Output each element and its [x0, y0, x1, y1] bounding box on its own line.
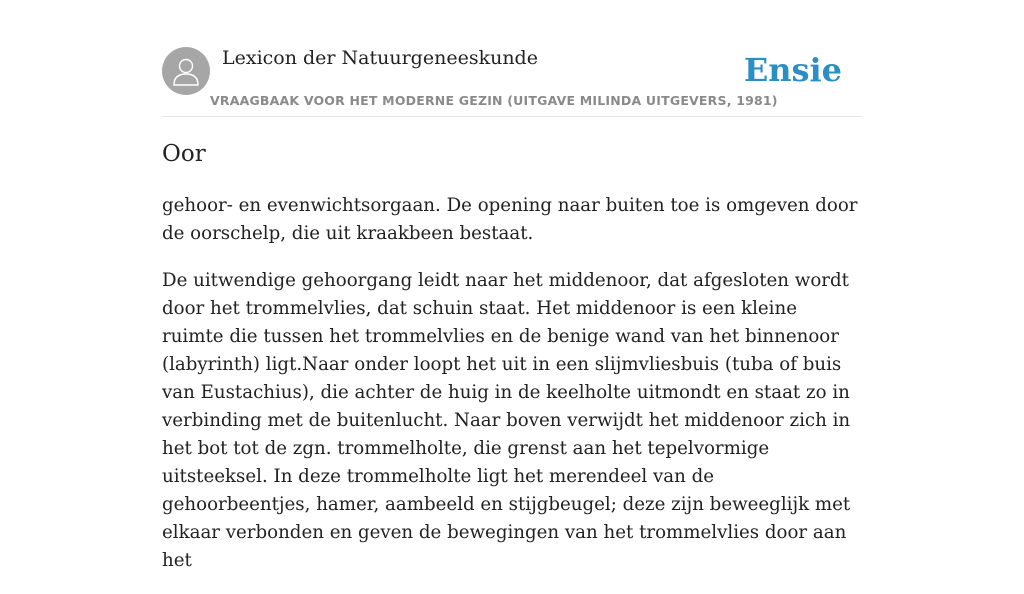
- avatar[interactable]: [162, 47, 210, 95]
- entry-title: Oor: [162, 141, 206, 167]
- entry-paragraph: gehoor- en evenwichtsorgaan. De opening naar buiten toe is omgeven door de oorschelp, die uit kraakbeen bestaat.: [162, 195, 858, 244]
- source-header: [162, 0, 862, 117]
- ensie-logo[interactable]: Ensie: [743, 51, 842, 89]
- user-silhouette-icon: [162, 47, 210, 95]
- entry-paragraph: De uitwendige gehoorgang leidt naar het middenoor, dat afgesloten wordt door het trommelvlies, dat schuin staat. Het middenoor is een kleine ruimte die tussen het trommelvlies en de benige wand van het binnenoor (labyrinth) ligt.Naar onder loopt het uit in een slijmvliesbuis (tuba of buis van Eustachius), die achter de huig in de keelholte uitmondt en staat zo in verbinding met de buitenlucht. Naar boven verwijdt het middenoor zich in het bot tot de zgn. trommelholte, die grenst aan het tepelvormige uitsteeksel. In deze trommelholte ligt het merendeel van de gehoorbeentjes, hamer, aambeeld en stijgbeugel; deze zijn beweeglijk met elkaar verbonden en geven de bewegingen van het trommelvlies door aan het: [162, 270, 851, 571]
- entry-body: [162, 192, 862, 594]
- book-subtitle: VRAAGBAAK VOOR HET MODERNE GEZIN (UITGAVE MILINDA UITGEVERS, 1981): [210, 93, 778, 108]
- content-container: [162, 0, 862, 571]
- book-title[interactable]: Lexicon der Natuurgeneeskunde: [222, 47, 538, 69]
